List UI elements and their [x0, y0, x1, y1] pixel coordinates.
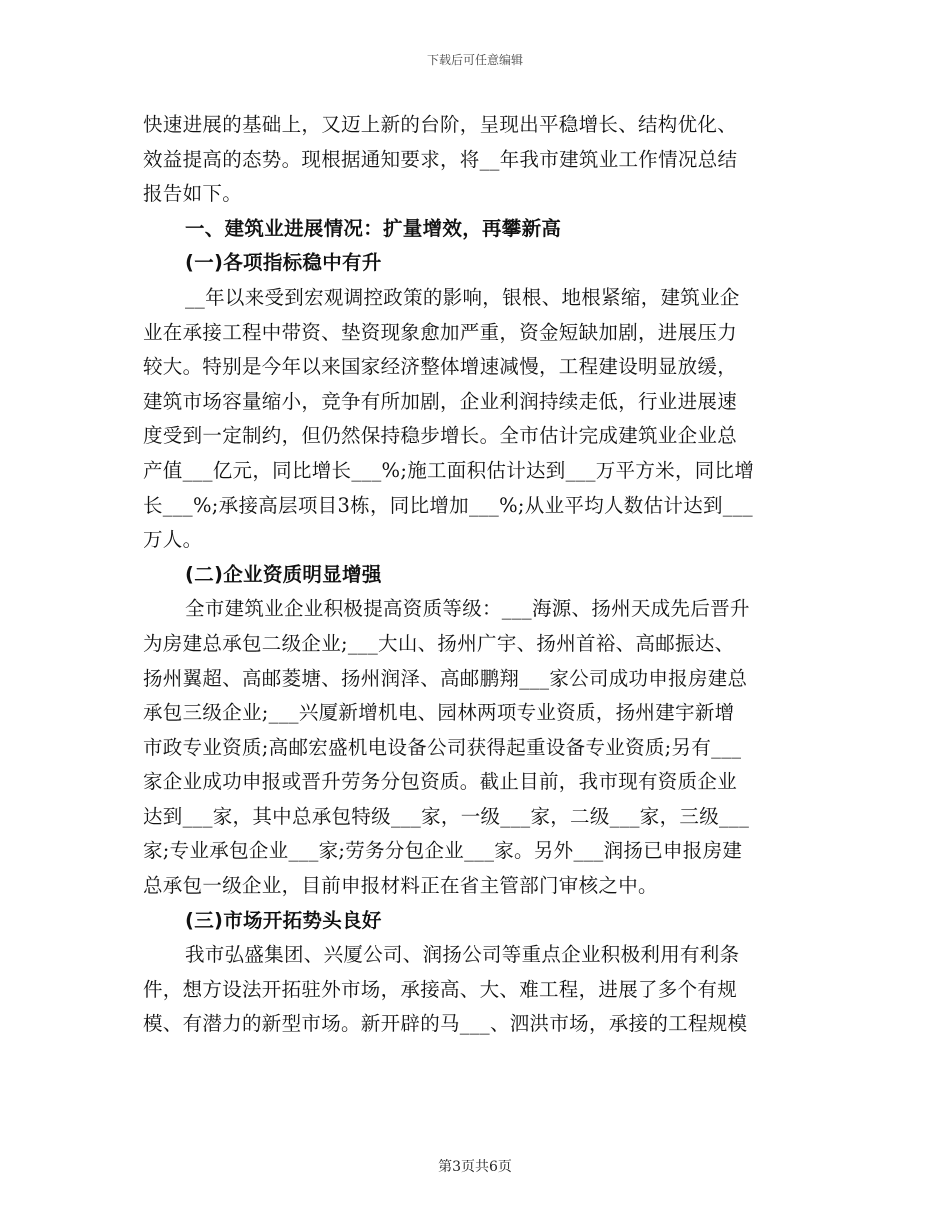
body-line-2: 效益提高的态势。现根据通知要求，将__年我市建筑业工作情况总结: [143, 147, 738, 171]
page-number-footer: 第3页共6页: [438, 1159, 512, 1175]
page-header-note: 下载后可任意编辑: [426, 53, 523, 67]
body-line-13: 万人。: [143, 528, 203, 552]
body-line-18: 承包三级企业;___兴厦新增机电、园林两项专业资质，扬州建宇新增: [143, 701, 735, 725]
body-line-17: 扬州翼超、高邮菱塘、扬州润泽、高邮鹏翔___家公司成功申报房建总: [143, 666, 748, 690]
body-line-26: 件，想方设法开拓驻外市场，承接高、大、难工程，进展了多个有规: [143, 977, 738, 1001]
body-line-10: 度受到一定制约，但仍然保持稳步增长。全市估计完成建筑业企业总: [143, 424, 738, 448]
body-line-15: 全市建筑业企业积极提高资质等级：___海源、扬州天成先后晋升: [185, 597, 750, 621]
document-body: [143, 108, 805, 1042]
body-line-21: 达到___家，其中总承包特级___家，一级___家，二级___家，三级___: [143, 804, 750, 828]
body-line-23: 总承包一级企业，目前申报材料正在省主管部门审核之中。: [143, 874, 658, 898]
body-line-22: 家;专业承包企业___家;劳务分包企业___家。另外___润扬已申报房建: [143, 839, 743, 863]
body-line-1: 快速进展的基础上，又迈上新的台阶，呈现出平稳增长、结构优化、: [143, 113, 738, 136]
body-line-16: 为房建总承包二级企业;___大山、扬州广宇、扬州首裕、高邮振达、: [143, 631, 735, 655]
body-line-7: 业在承接工程中带资、垫资现象愈加严重，资金短缺加剧，进展压力: [143, 320, 738, 344]
body-line-19: 市政专业资质;高邮宏盛机电设备公司获得起重设备专业资质;另有___: [143, 735, 742, 759]
subsection-heading-3: (三)市场开拓势头良好: [185, 908, 382, 932]
body-line-3: 报告如下。: [143, 182, 243, 206]
subsection-heading-1: (一)各项指标稳中有升: [185, 251, 382, 275]
body-line-27: 模、有潜力的新型市场。新开辟的马___、泗洪市场，承接的工程规模: [143, 1012, 748, 1036]
subsection-heading-2: (二)企业资质明显增强: [185, 562, 382, 586]
section-heading-1: 一、建筑业进展情况：扩量增效，再攀新高: [185, 216, 562, 240]
body-line-20: 家企业成功申报或晋升劳务分包资质。截止目前，我市现有资质企业: [143, 770, 738, 794]
body-line-11: 产值___亿元，同比增长___%;施工面积估计达到___万平方米，同比增: [143, 458, 755, 482]
body-line-6: __年以来受到宏观调控政策的影响，银根、地根紧缩，建筑业企: [185, 285, 740, 309]
body-line-9: 建筑市场容量缩小，竞争有所加剧，企业利润持续走低，行业进展速: [143, 389, 738, 413]
body-line-25: 我市弘盛集团、兴厦公司、润扬公司等重点企业积极利用有利条: [185, 943, 740, 967]
body-line-8: 较大。特别是今年以来国家经济整体增速减慢，工程建设明显放缓，: [143, 355, 738, 379]
body-line-12: 长___%;承接高层项目3栋，同比增加___%;从业平均人数估计达到___: [143, 493, 753, 517]
